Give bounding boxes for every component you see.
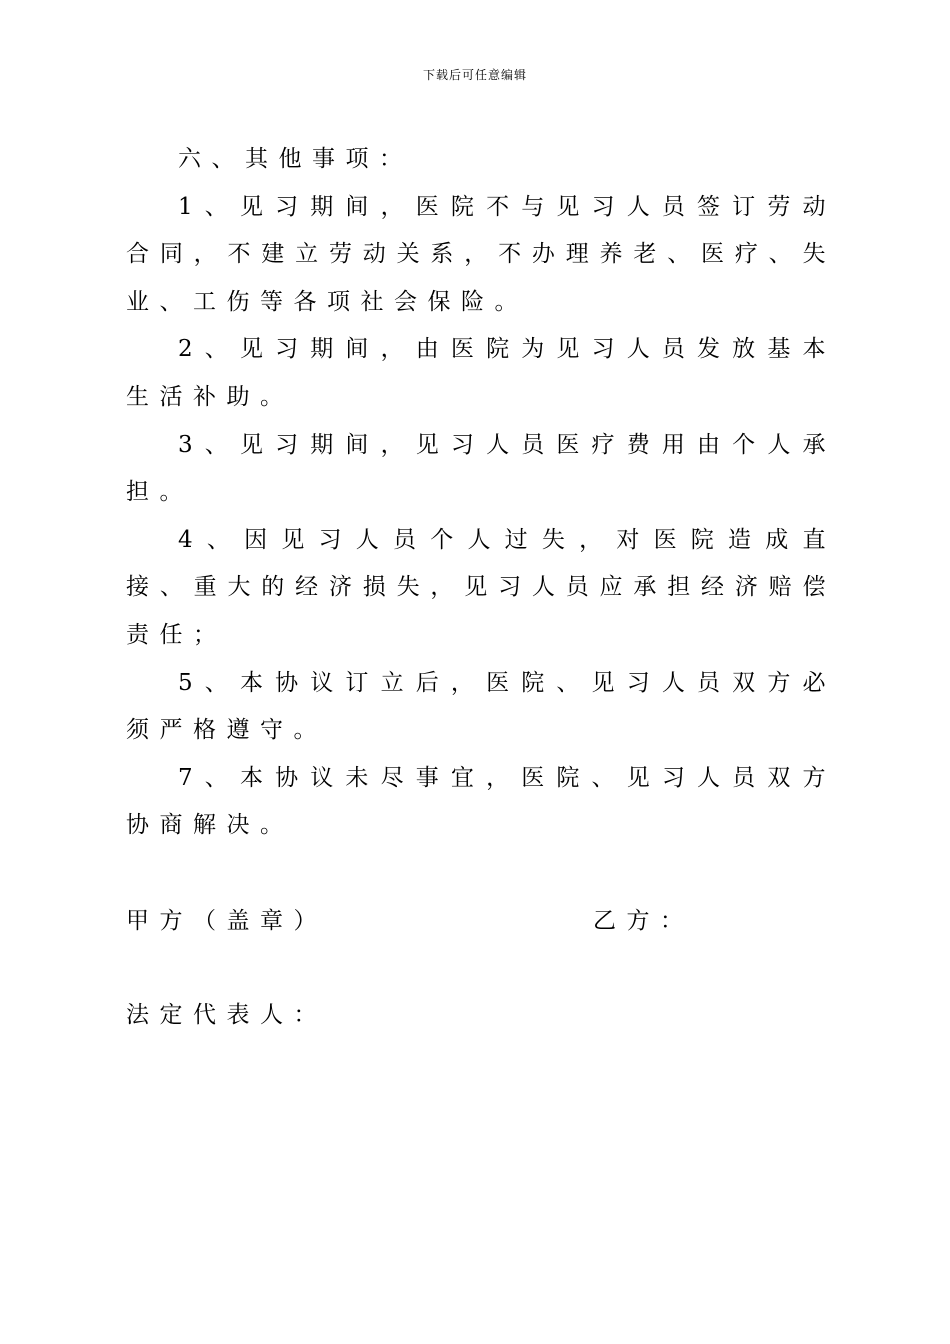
clause-3: 3、见习期间，见习人员医疗费用由个人承担。: [126, 431, 836, 506]
clause-5: 5、本协议订立后，医院、见习人员双方必须严格遵守。: [126, 669, 836, 744]
signature-parties-row: [126, 902, 836, 950]
signature-rep-row: [126, 996, 836, 1044]
clause-7: 7、本协议未尽事宜，医院、见习人员双方协商解决。: [126, 764, 836, 839]
page-header-note: 下载后可任意编辑: [422, 68, 527, 82]
party-a-label: 甲方（盖章）: [126, 908, 327, 934]
clause-4: 4、因见习人员个人过失，对医院造成直接、重大的经济损失，见习人员应承担经济赔偿责任；: [126, 526, 836, 648]
legal-representative-label: 法定代表人：: [126, 1002, 327, 1028]
clause-2: 2、见习期间，由医院为见习人员发放基本生活补助。: [126, 336, 836, 410]
document-body: [126, 136, 836, 850]
party-b-label: 乙方：: [593, 908, 694, 934]
section-title: 六、其他事项：: [178, 146, 413, 172]
clause-1: 1、见习期间，医院不与见习人员签订劳动合同，不建立劳动关系，不办理养老、医疗、失业、工伤等各项社会保险。: [126, 193, 836, 315]
